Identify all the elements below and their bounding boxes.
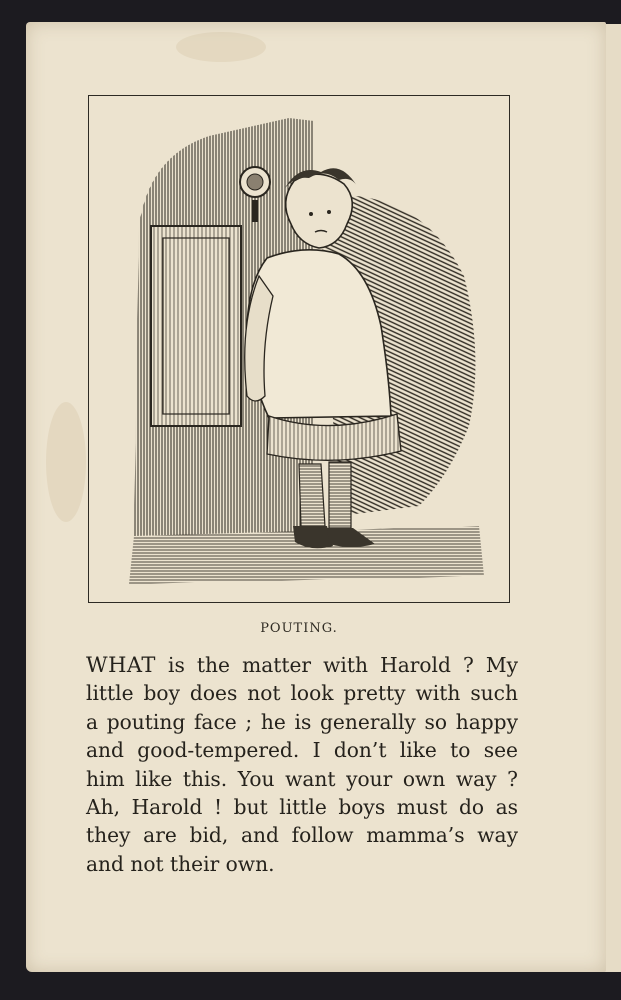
paragraph-line: Ah, Harold ! but little boys must do as [86,795,518,820]
door-panel [151,226,241,426]
paragraph-line: and not their own. [86,851,275,876]
paragraph-line: they are bid, and follow mamma’s way [86,823,518,848]
body-paragraph [86,651,518,878]
paragraph-line: little boy does not look pretty with such [86,681,518,706]
engraving-illustration [89,96,508,601]
lead-word: WHAT [86,653,156,677]
paper-stain [46,402,86,522]
paragraph-line: him like this. You want your own way ? [86,766,518,791]
paragraph-line: WHAT is the matter with Harold ? My [86,653,518,677]
doorknob-center [247,174,263,190]
child-eye [327,210,331,214]
child-eye [309,212,313,216]
paragraph-line: and good-tempered. I don’t like to see [86,738,518,763]
keyhole-plate [252,200,258,222]
paper-stain [176,32,266,62]
illustration-caption: POUTING. [260,621,338,636]
paragraph-line: a pouting face ; he is generally so happy [86,709,518,734]
child-leg [329,462,351,528]
child-leg [299,464,325,526]
illustration-frame [88,95,510,603]
